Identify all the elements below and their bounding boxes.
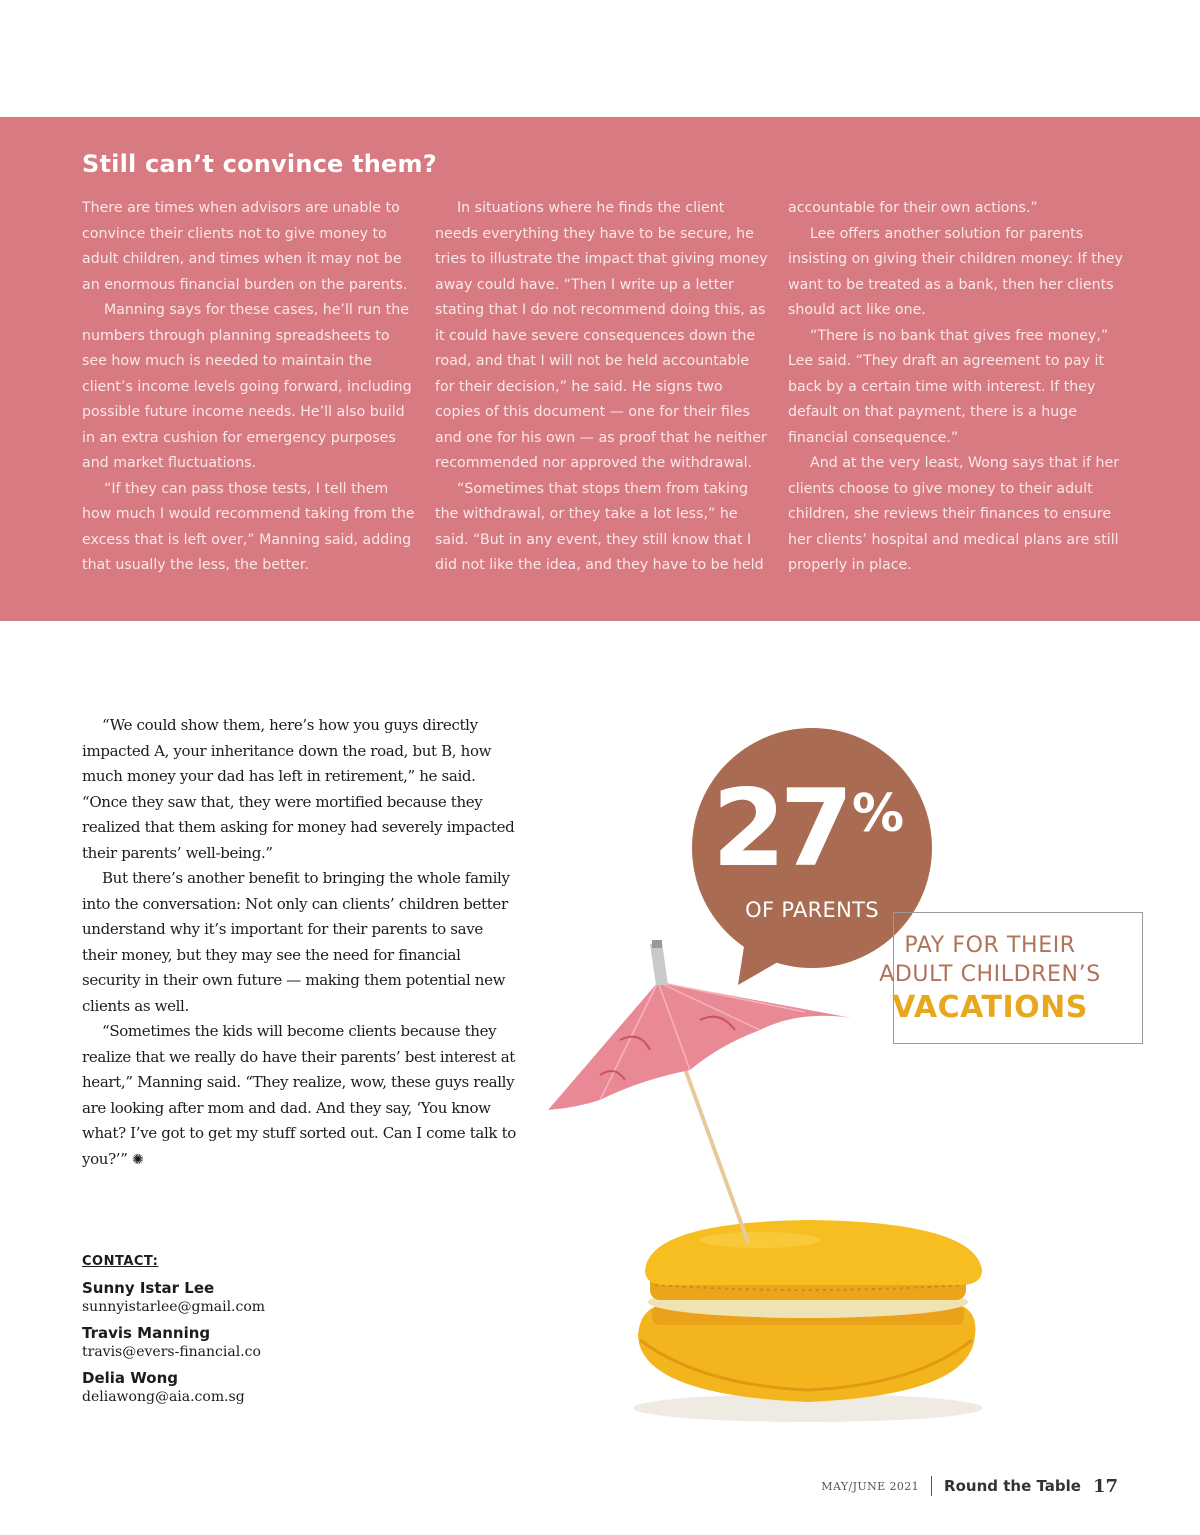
footer-date: MAY/JUNE 2021 (821, 1479, 920, 1493)
body-paragraph: But there’s another benefit to bringing the whole family into the conversation: Not only can clients’ children better understand why it’s important for their parents to save their money, but they may see the need for financial security in their own future — making them potential new clients as well. (82, 869, 510, 1015)
end-mark-icon: ✺ (131, 1151, 144, 1168)
contact-block (82, 1254, 402, 1405)
sidebar-paragraph: “Sometimes that stops them from taking the withdrawal, or they take a lot less,” he said. “But in any event, they still know that I did not like the idea, and they have to be held (435, 480, 764, 573)
sidebar-title: Still can’t convince them? (82, 150, 437, 178)
contact-name: Travis Manning (82, 1324, 211, 1342)
sidebar-paragraph: In situations where he finds the client needs everything they have to be secure, he tries to illustrate the impact that giving money away could have. “Then I write up a letter stating that I do not recommend doing this, as it could have severe consequences down the road, and that I will not be held accountable for their decision,” he said. He signs two copies of this document — one for their files and one for his own — as proof that he neither recommended nor approved the withdrawal. (435, 200, 768, 471)
stat-number: 27 (712, 767, 848, 890)
contact-name: Sunny Istar Lee (82, 1279, 215, 1297)
page-number: 17 (1092, 1475, 1118, 1497)
footer-divider (931, 1476, 932, 1496)
sidebar-paragraph: Lee offers another solution for parents insisting on giving their children money: If they want to be treated as a bank, then her clients should act like one. (788, 225, 1123, 318)
sidebar-paragraph: “If they can pass those tests, I tell them how much I would recommend taking from the excess that is left over,” Manning said, adding that usually the less, the better. (82, 480, 415, 573)
stat-caption-line-2: ADULT CHILDREN’S (879, 962, 1101, 987)
stat-highlight: VACATIONS (892, 990, 1088, 1025)
body-paragraph-text: “Sometimes the kids will become clients because they realize that we really do have their parents’ best interest at heart,” Manning said. “They realize, wow, these guys really are looking after mom and dad. And they say, ‘You know what? I’ve got to get my stuff sorted out. Can I come talk to you?’” (82, 1022, 516, 1168)
article-body (82, 713, 522, 1173)
sidebar-column-2 (435, 196, 770, 579)
sidebar-column-1 (82, 196, 417, 579)
contact-email[interactable]: deliawong@aia.com.sg (82, 1389, 245, 1405)
stat-subtitle: OF PARENTS (745, 898, 879, 922)
page-footer (821, 1475, 1118, 1497)
contact-email[interactable]: travis@evers-financial.co (82, 1344, 261, 1360)
stat-caption-line-1: PAY FOR THEIR (904, 933, 1076, 958)
footer-publication: Round the Table (944, 1477, 1081, 1495)
sidebar-paragraph: And at the very least, Wong says that if her clients choose to give money to their adult children, she reviews their finances to ensure her clients’ hospital and medical plans are still properly in place. (788, 455, 1120, 573)
contact-email[interactable]: sunnyistarlee@gmail.com (82, 1299, 266, 1315)
macaron-top-shell (645, 1220, 982, 1285)
body-paragraph: “We could show them, here’s how you guys directly impacted A, your inheritance down the road, but B, how much money your dad has left in retirement,” he said. “Once they saw that, they were mortified because they realized that them asking for money had severely impacted their parents’ well-being.” (82, 716, 515, 862)
sidebar-paragraph: There are times when advisors are unable to convince their clients not to give money to adult children, and times when it may not be an enormous financial burden on the parents. (82, 200, 408, 293)
sidebar-paragraph: accountable for their own actions.” (788, 200, 1038, 216)
stat-percent-sign: % (852, 784, 905, 844)
contact-heading: CONTACT: (82, 1254, 159, 1269)
sidebar-paragraph: Manning says for these cases, he’ll run the numbers through planning spreadsheets to see how much is needed to maintain the client’s income levels going forward, including possible future income needs. He’ll also build in an extra cushion for emergency purposes and market fluctuations. (82, 302, 412, 471)
contact-name: Delia Wong (82, 1369, 178, 1387)
sidebar-column-3 (788, 196, 1123, 579)
sidebar-paragraph: “There is no bank that gives free money,” Lee said. “They draft an agreement to pay it back by a certain time with interest. If they default on that payment, there is a huge financial consequence.” (788, 327, 1109, 446)
body-paragraph (82, 1019, 522, 1173)
